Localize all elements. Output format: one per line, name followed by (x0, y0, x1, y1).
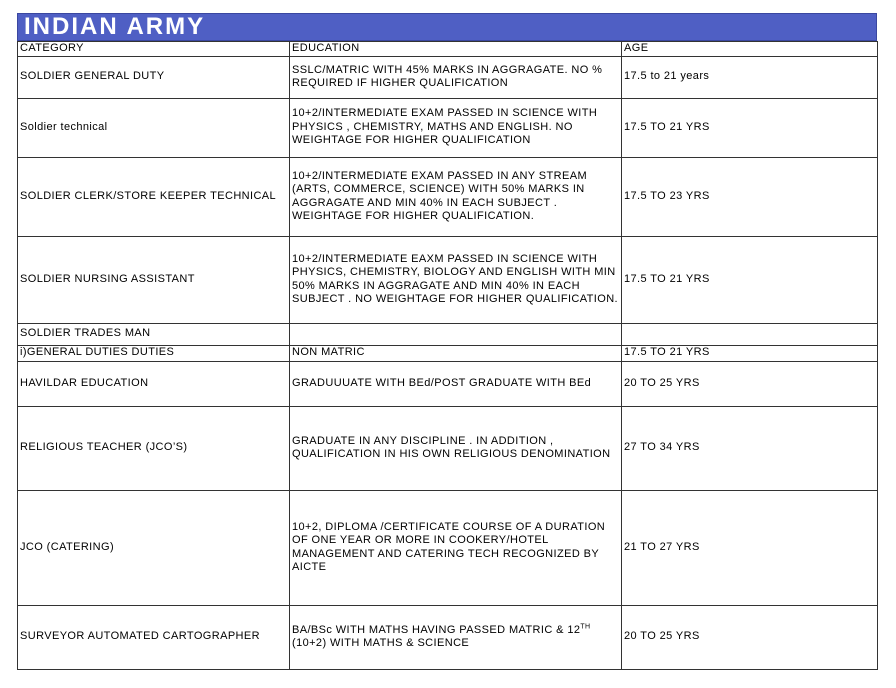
category-cell: SOLDIER NURSING ASSISTANT (18, 236, 290, 323)
age-cell: 17.5 TO 21 YRS (622, 236, 878, 323)
header-age: AGE (622, 42, 878, 57)
title-bar (17, 13, 877, 41)
education-cell (290, 323, 622, 345)
data-sheet (17, 13, 877, 670)
category-cell: SURVEYOR AUTOMATED CARTOGRAPHER (18, 605, 290, 669)
category-cell: HAVILDAR EDUCATION (18, 361, 290, 406)
age-cell: 17.5 to 21 years (622, 56, 878, 98)
header-row (18, 42, 878, 57)
education-cell: GRADUATE IN ANY DISCIPLINE . IN ADDITION , QUALIFICATION IN HIS OWN RELIGIOUS DENOMINATION (290, 406, 622, 490)
table-row (18, 345, 878, 361)
recruitment-table (17, 41, 878, 670)
table-row (18, 490, 878, 605)
age-cell: 17.5 TO 23 YRS (622, 157, 878, 236)
age-cell: 20 TO 25 YRS (622, 361, 878, 406)
page-title: INDIAN ARMY (24, 13, 206, 40)
age-cell: 17.5 TO 21 YRS (622, 98, 878, 157)
table-row (18, 406, 878, 490)
table-row (18, 236, 878, 323)
table-row (18, 157, 878, 236)
education-cell: 10+2/INTERMEDIATE EXAM PASSED IN ANY STREAM (ARTS, COMMERCE, SCIENCE) WITH 50% MARKS IN AGGRAGATE AND MIN 40% IN EACH SUBJECT . WEIGHTAGE FOR HIGHER QUALIFICATION. (290, 157, 622, 236)
category-cell: RELIGIOUS TEACHER (JCO’S) (18, 406, 290, 490)
age-cell: 20 TO 25 YRS (622, 605, 878, 669)
education-cell: 10+2/INTERMEDIATE EXAM PASSED IN SCIENCE WITH PHYSICS , CHEMISTRY, MATHS AND ENGLISH. NO WEIGHTAGE FOR HIGHER QUALIFICATION (290, 98, 622, 157)
category-cell: i)GENERAL DUTIES DUTIES (18, 345, 290, 361)
header-education: EDUCATION (290, 42, 622, 57)
table-row (18, 605, 878, 669)
category-cell: SOLDIER CLERK/STORE KEEPER TECHNICAL (18, 157, 290, 236)
table-row (18, 323, 878, 345)
education-cell: SSLC/MATRIC WITH 45% MARKS IN AGGRAGATE. NO % REQUIRED IF HIGHER QUALIFICATION (290, 56, 622, 98)
education-cell: NON MATRIC (290, 345, 622, 361)
education-cell: BA/BSc WITH MATHS HAVING PASSED MATRIC & 12TH (10+2) WITH MATHS & SCIENCE (290, 605, 622, 669)
age-cell (622, 323, 878, 345)
age-cell: 21 TO 27 YRS (622, 490, 878, 605)
header-category: CATEGORY (18, 42, 290, 57)
category-cell: SOLDIER TRADES MAN (18, 323, 290, 345)
table-row (18, 56, 878, 98)
education-cell: 10+2, DIPLOMA /CERTIFICATE COURSE OF A DURATION OF ONE YEAR OR MORE IN COOKERY/HOTEL MANAGEMENT AND CATERING TECH RECOGNIZED BY AICTE (290, 490, 622, 605)
age-cell: 27 TO 34 YRS (622, 406, 878, 490)
table-row (18, 361, 878, 406)
table-row (18, 98, 878, 157)
category-cell: JCO (CATERING) (18, 490, 290, 605)
category-cell: SOLDIER GENERAL DUTY (18, 56, 290, 98)
category-cell: Soldier technical (18, 98, 290, 157)
education-cell: GRADUUUATE WITH BEd/POST GRADUATE WITH BEd (290, 361, 622, 406)
education-cell: 10+2/INTERMEDIATE EAXM PASSED IN SCIENCE WITH PHYSICS, CHEMISTRY, BIOLOGY AND ENGLISH WITH MIN 50% MARKS IN AGGRAGATE AND MIN 40% IN EACH SUBJECT . NO WEIGHTAGE FOR HIGHER QUALIFICATION. (290, 236, 622, 323)
age-cell: 17.5 TO 21 YRS (622, 345, 878, 361)
